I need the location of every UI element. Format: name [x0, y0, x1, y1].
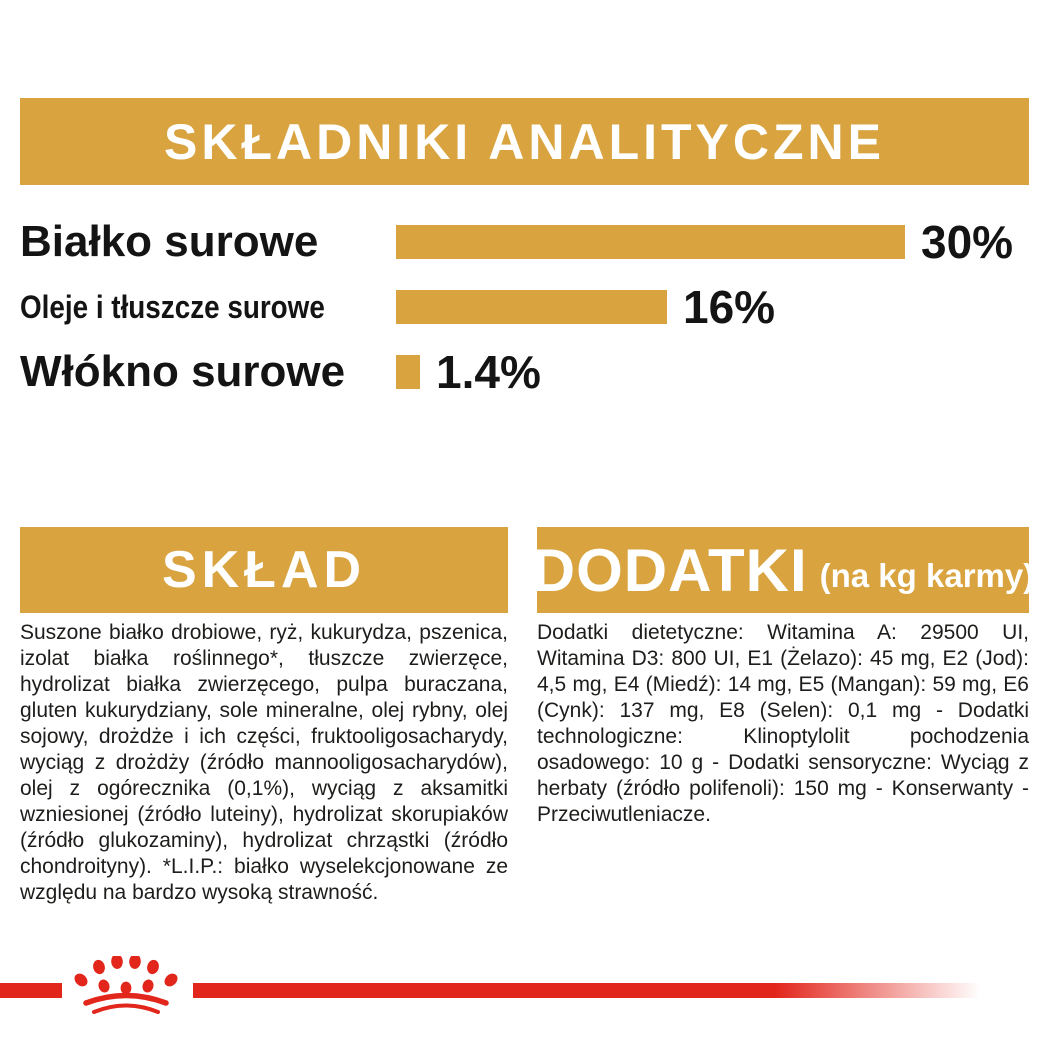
chart-category-label: Włókno surowe [20, 347, 346, 396]
additives-banner [531, 527, 1035, 613]
analytical-components-title: SKŁADNIKI ANALITYCZNE [163, 113, 885, 170]
chart-category-label: Białko surowe [20, 217, 319, 266]
brand-stripe-right [193, 983, 1049, 998]
chart-bar [396, 290, 667, 324]
additives-title-suffix: (na kg karmy) [819, 557, 1035, 594]
chart-row [0, 281, 1049, 333]
chart-bar [396, 355, 420, 389]
chart-row [0, 216, 1049, 268]
chart-value-label: 1.4% [436, 346, 541, 398]
analytical-chart [0, 0, 1049, 420]
chart-row [0, 346, 1049, 398]
brand-stripe-left [0, 983, 62, 998]
additives-body-text: Dodatki dietetyczne: Witamina A: 29500 UI, Witamina D3: 800 UI, E1 (Żelazo): 45 mg, E2 (Jod): 4,5 mg, E4 (Miedź): 14 mg, E5 (Mangan): 59 mg, E6 (Cynk): 137 mg, E8 (Selen): 0,1 mg - Dodatki technologiczne: Klinoptylolit pochodzenia osadowego: 10 g - Dodatki sensoryczne: Wyciąg z herbaty (źródło polifenoli): 150 mg - Konserwanty - Przeciwutleniacze. [537, 621, 1029, 826]
composition-banner [20, 527, 508, 613]
chart-bar [396, 225, 905, 259]
chart-category-label: Oleje i tłuszcze surowe [20, 288, 325, 325]
royal-canin-crown-icon [64, 956, 188, 1020]
chart-value-label: 30% [921, 216, 1014, 268]
composition-title: SKŁAD [161, 541, 367, 599]
additives-title: DODATKI [531, 536, 808, 604]
composition-body-text: Suszone białko drobiowe, ryż, kukurydza, pszenica, izolat białka roślinnego*, tłuszcze zwierzęce, hydrolizat białka zwierzęcego, pulpa buraczana, gluten kukurydziany, sole mineralne, olej rybny, olej sojowy, drożdże i ich części, fruktooligosacharydy, wyciąg z drożdży (źródło mannooligosacharydów), olej z ogórecznika (0,1%), wyciąg z aksamitki wzniesionej (źródło luteiny), hydrolizat skorupiaków (źródło glukozaminy), hydrolizat chrząstki (źródło chondroityny). *L.I.P.: białko wyselekcjonowane ze względu na bardzo wysoką strawność. [20, 621, 508, 904]
chart-value-label: 16% [683, 281, 776, 333]
